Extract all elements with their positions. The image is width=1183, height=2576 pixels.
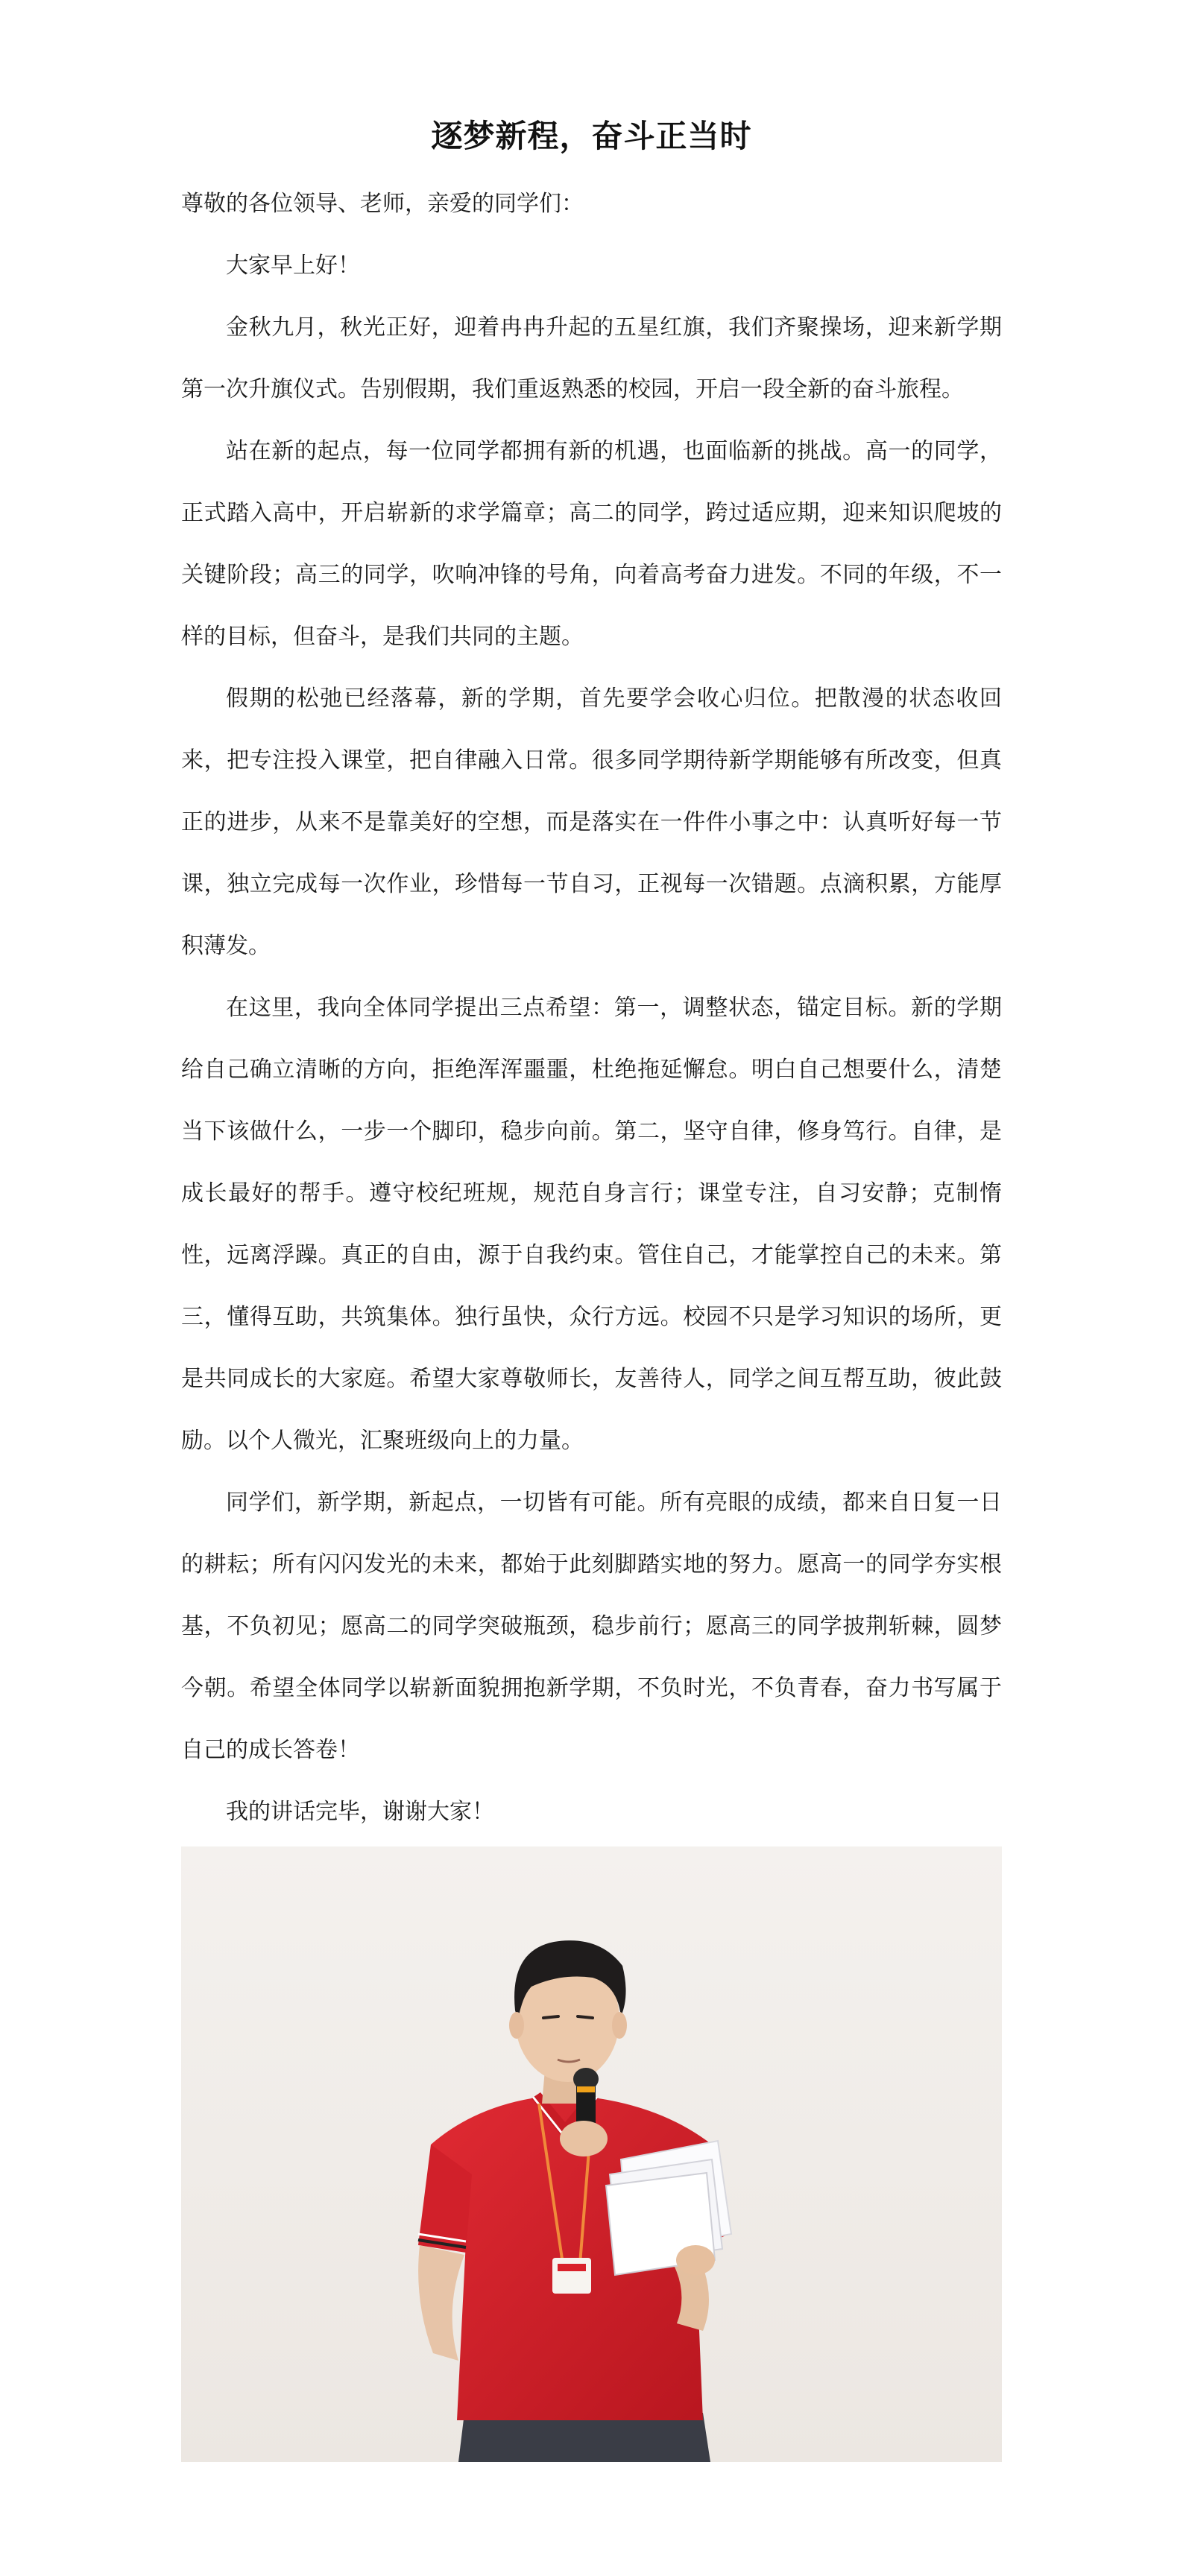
- paragraph-closing: 同学们，新学期，新起点，一切皆有可能。所有亮眼的成绩，都来自日复一日的耕耘；所有闪闪发光的未来，都始于此刻脚踏实地的努力。愿高一的同学夯实根基，不负初见；愿高二的同学突破瓶颈，稳步前行；愿高三的同学披荆斩棘，圆梦今朝。希望全体同学以崭新面貌拥抱新学期，不负时光，不负青春，奋力书写属于自己的成长答卷！: [181, 1490, 1002, 1763]
- paragraph-focus: 假期的松弛已经落幕，新的学期，首先要学会收心归位。把散漫的状态收回来，把专注投入课堂，把自律融入日常。很多同学期待新学期能够有所改变，但真正的进步，从来不是靠美好的空想，而是落实在一件件小事之中：认真听好每一节课，独立完成每一次作业，珍惜每一节自习，正视每一次错题。点滴积累，方能厚积薄发。: [181, 686, 1002, 959]
- speaker-photo: [181, 1846, 1002, 2462]
- paragraph-new-start: 站在新的起点，每一位同学都拥有新的机遇，也面临新的挑战。高一的同学，正式踏入高中，开启崭新的求学篇章；高二的同学，跨过适应期，迎来知识爬坡的关键阶段；高三的同学，吹响冲锋的号角，向着高考奋力进发。不同的年级，不一样的目标，但奋斗，是我们共同的主题。: [181, 438, 1002, 650]
- salutation: 尊敬的各位领导、老师，亲爱的同学们：: [181, 191, 584, 217]
- greeting: 大家早上好！: [226, 253, 360, 279]
- paragraph-three-hopes: 在这里，我向全体同学提出三点希望：第一，调整状态，锚定目标。新的学期给自己确立清晰的方向，拒绝浑浑噩噩，杜绝拖延懈怠。明白自己想要什么，清楚当下该做什么，一步一个脚印，稳步向前。第二，坚守自律，修身笃行。自律，是成长最好的帮手。遵守校纪班规，规范自身言行；课堂专注，自习安静；克制惰性，远离浮躁。真正的自由，源于自我约束。管住自己，才能掌控自己的未来。第三，懂得互助，共筑集体。独行虽快，众行方远。校园不只是学习知识的场所，更是共同成长的大家庭。希望大家尊敬师长，友善待人，同学之间互帮互助，彼此鼓励。以个人微光，汇聚班级向上的力量。: [181, 995, 1002, 1454]
- paragraph-opening: 金秋九月，秋光正好，迎着冉冉升起的五星红旗，我们齐聚操场，迎来新学期第一次升旗仪式。告别假期，我们重返熟悉的校园，开启一段全新的奋斗旅程。: [181, 314, 1002, 402]
- speech-body: [181, 173, 1002, 1843]
- page-title: 逐梦新程，奋斗正当时: [431, 118, 752, 154]
- sign-off: 我的讲话完毕，谢谢大家！: [226, 1799, 494, 1825]
